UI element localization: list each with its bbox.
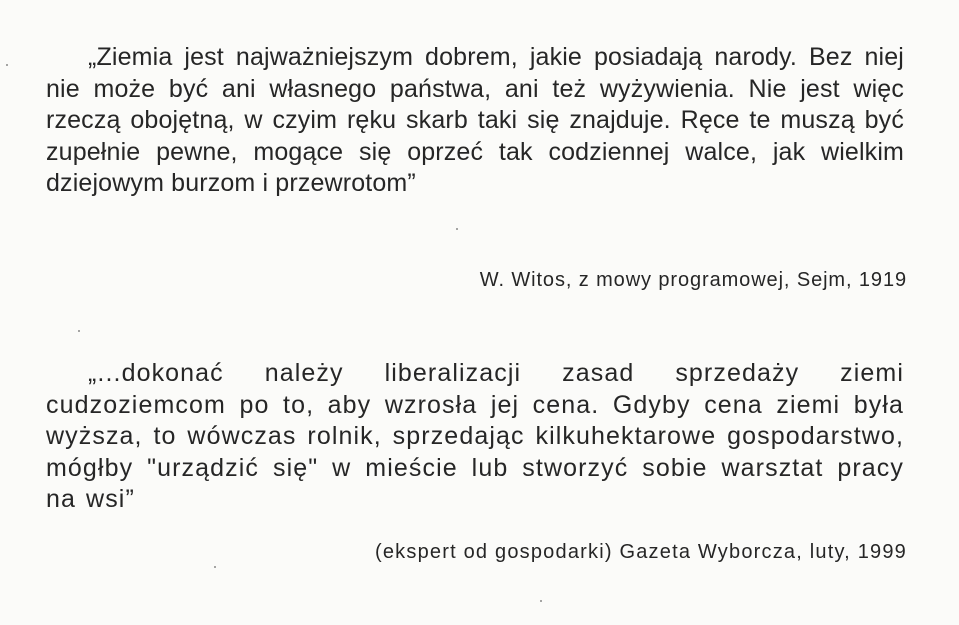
paper-speck bbox=[6, 64, 8, 66]
quote-witos-attribution: W. Witos, z mowy programowej, Sejm, 1919 bbox=[479, 269, 907, 291]
paper-speck bbox=[78, 330, 80, 332]
paper-speck bbox=[214, 566, 216, 568]
paper-speck bbox=[540, 600, 542, 602]
quote-expert-attribution: (ekspert od gospodarki) Gazeta Wyborcza, luty, 1999 bbox=[375, 541, 907, 563]
quote-expert-text: „...dokonać należy liberalizacji zasad sprzedaży ziemi cudzoziemcom po to, aby wzrosła jej cena. Gdyby cena ziemi była wyższa, to wówczas rolnik, sprzedając kilkuhektarowe gospodarstwo, mógłby "urządzić się" w mieście lub stworzyć sobie warsztat pracy na wsi” bbox=[46, 359, 904, 514]
quote-witos-text: „Ziemia jest najważniejszym dobrem, jakie posiadają narody. Bez niej nie może być ani własnego państwa, ani też wyżywienia. Nie jest więc rzeczą obojętną, w czyim ręku skarb taki się znajduje. Ręce te muszą być zupełnie pewne, mogące się oprzeć tak codziennej walce, jak wielkim dziejowym burzom i przewrotom” bbox=[46, 43, 904, 198]
quote-witos bbox=[46, 42, 904, 200]
paper-speck bbox=[456, 228, 458, 230]
quote-expert bbox=[46, 358, 904, 516]
